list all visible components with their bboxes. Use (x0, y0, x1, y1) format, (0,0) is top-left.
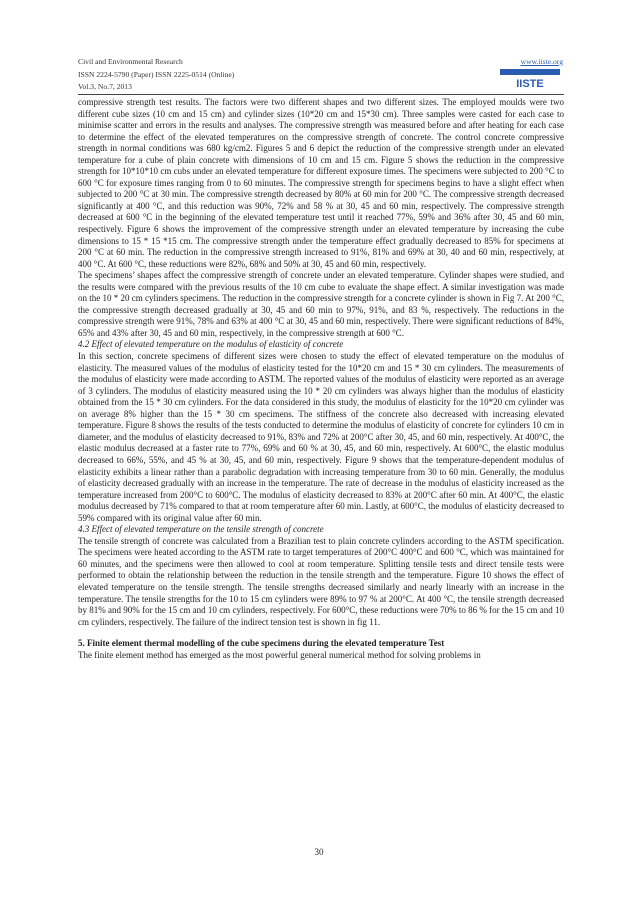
paragraph-finite-element: The finite element method has emerged as the most powerful general numerical method for solving problems in (78, 649, 481, 660)
article-body (78, 97, 564, 661)
header-rule (78, 94, 564, 95)
journal-issn: ISSN 2224-5790 (Paper) ISSN 2225-0514 (Online) (78, 69, 235, 79)
paragraph-compressive-strength: compressive strength test results. The factors were two different shapes and two different sizes. The employed moulds were two different cube sizes (10 cm and 15 cm) and cylinder sizes (10*20 cm and 15*30 cm). Three samples were casted for each case to minimise scatter and errors in the results and analyses. The compressive strength was measured before and after heating for each case to determine the effect of the elevated temperatures on the compressive strength of concrete. The control concrete compressive strength in normal conditions was 680 kg/cm2. Figures 5 and 6 depict the reduction of the compressive strength under an elevated temperature for a cube of plain concrete with dimensions of 10 cm and 15 cm. Figure 5 shows the reduction in the compressive strength for 10*10*10 cm cubs under an elevated temperature for different exposure times. The specimens were subjected to 200 °C to 600 °C for exposure times ranging from 0 to 60 minutes. The compressive strength for specimens begins to have a slight effect when subjected to 200 °C at 30 min. The compressive strength decreased by 80% at 60 min for 200 °C. The compressive strength decreased significantly at 400 °C, and this reduction was 90%, 72% and 58 % at 30, 45 and 60 min, respectively. The compressive strength decreased at 600 °C in the beginning of the elevated temperature test until it reached 77%, 59% and 36% after 30, 45 and 60 min, respectively. Figure 6 shows the improvement of the compressive strength under an elevated temperature by increasing the cube dimensions to 15 * 15 *15 cm. The compressive strength under the temperature effect gradually decreased to 85% for specimens at 200 °C at 60 min. The reduction in the compressive strength increased to 91%, 81% and 69% at 30, 40 and 60 min, respectively, at 400 °C. At 600 °C, these reductions were 82%, 68% and 50% at 30, 45 and 60 min, respectively. (78, 97, 564, 269)
journal-url-link[interactable]: www.iiste.org (520, 57, 563, 66)
iiste-logo (500, 67, 560, 89)
journal-header (78, 56, 563, 94)
section-heading-4-3: 4.3 Effect of elevated temperature on the tensile strength of concrete (78, 524, 324, 535)
logo-text: IISTE (516, 78, 544, 89)
section-heading-5: 5. Finite element thermal modelling of the cube specimens during the elevated temperature Test (78, 638, 445, 649)
journal-volume: Vol.3, No.7, 2013 (78, 82, 132, 92)
paragraph-tensile-strength: The tensile strength of concrete was calculated from a Brazilian test to plain concrete cylinders according to the ASTM specification. The specimens were heated according to the ASTM rate to target temperatures of 200°C 400°C and 600 °C, which was maintained for 60 minutes, and the specimens were then allowed to cool at room temperature. Splitting tensile tests and direct tensile tests were performed to obtain the relationship between the reduction in the tensile strength and the temperature. Figure 10 shows the effect of elevated temperature on the tensile strength. The tensile strengths decreased similarly and nearly linearly with an increase in the temperature. The tensile strengths for the 10 to 15 cm cylinders were 89% to 97 % at 200°C. At 400 °C, the tensile strength decreased by 81% and 90% for the 15 cm and 10 cm cylinders, respectively. For 600°C, these reductions were 70% to 86 % for the 15 cm and 10 cm cylinders, respectively. The failure of the indirect tension test is shown in fig 11. (78, 535, 564, 627)
journal-title: Civil and Environmental Research (78, 57, 183, 66)
section-heading-4-2: 4.2 Effect of elevated temperature on the modulus of elasticity of concrete (78, 339, 344, 350)
page-number: 30 (314, 847, 324, 857)
paragraph-specimen-shapes: The specimens’ shapes affect the compressive strength of concrete under an elevated temperature. Cylinder shapes were studied, and the results were compared with the previous results of the 10 cm cube to evaluate the shape effect. A similar investigation was made on the 10 * 20 cm cylinders specimens. The reduction in the compressive strength for a concrete cylinder is shown in Fig 7. At 200 °C, the compressive strength decreased gradually at 30, 45 and 60 min to 97%, 91%, and 83 %, respectively. The reductions in the compressive strength were 91%, 78% and 63% at 400 °C at 30, 45 and 60 min, respectively. There were significant reductions of 84%, 65% and 43% after 30, 45 and 60 min, respectively, in the compressive strength at 600 °C. (78, 270, 564, 338)
paragraph-modulus-elasticity: In this section, concrete specimens of different sizes were chosen to study the effect of elevated temperature on the modulus of elasticity. The measured values of the modulus of elasticity tested for the 10*20 cm and 15 * 30 cm cylinders. The measurements of the modulus of elasticity were made according to ASTM. The reported values of the modulus of elasticity were reported as an average of 3 cylinders. The modulus of elasticity measured using the 10 * 20 cm cylinders was always higher than the modulus of elasticity obtained from the 15 * 30 cm cylinders. For the data considered in this study, the modulus of elasticity for the 10*20 cm cylinder was on average 8% higher than the 15 * 30 cm specimens. The stiffness of the concrete also decreased with increasing elevated temperature. Figure 8 shows the results of the tests conducted to determine the modulus of elasticity of concrete for cylinders 10 cm in diameter, and the modulus of elasticity decreased to 91%, 83% and 72% at 200°C after 30, 45, and 60 min, respectively. At 400°C, the elastic modulus decreased at a faster rate to 77%, 69% and 60 % at 30, 45, and 60 min, respectively. At 600°C, the elastic modulus decreased to 66%, 55%, and 45 % at 30, 45, and 60 min, respectively. Figure 9 shows that the temperature-dependent modulus of elasticity exhibits a linear rather than a parabolic degradation with increasing temperature from 30 to 60 min. Generally, the modulus of elasticity decreased gradually with an increase in the temperature. The rate of decrease in the modulus of elasticity increased as the temperature increased from 200°C to 600°C. The modulus of elasticity decreased to 83% at 200°C after 60 min. At 400°C, the elastic modulus decreased by 71% compared to that at room temperature after 60 min. Lastly, at 600°C, the modulus of elasticity decreased to 59% compared with its original value after 60 min. (78, 351, 564, 523)
